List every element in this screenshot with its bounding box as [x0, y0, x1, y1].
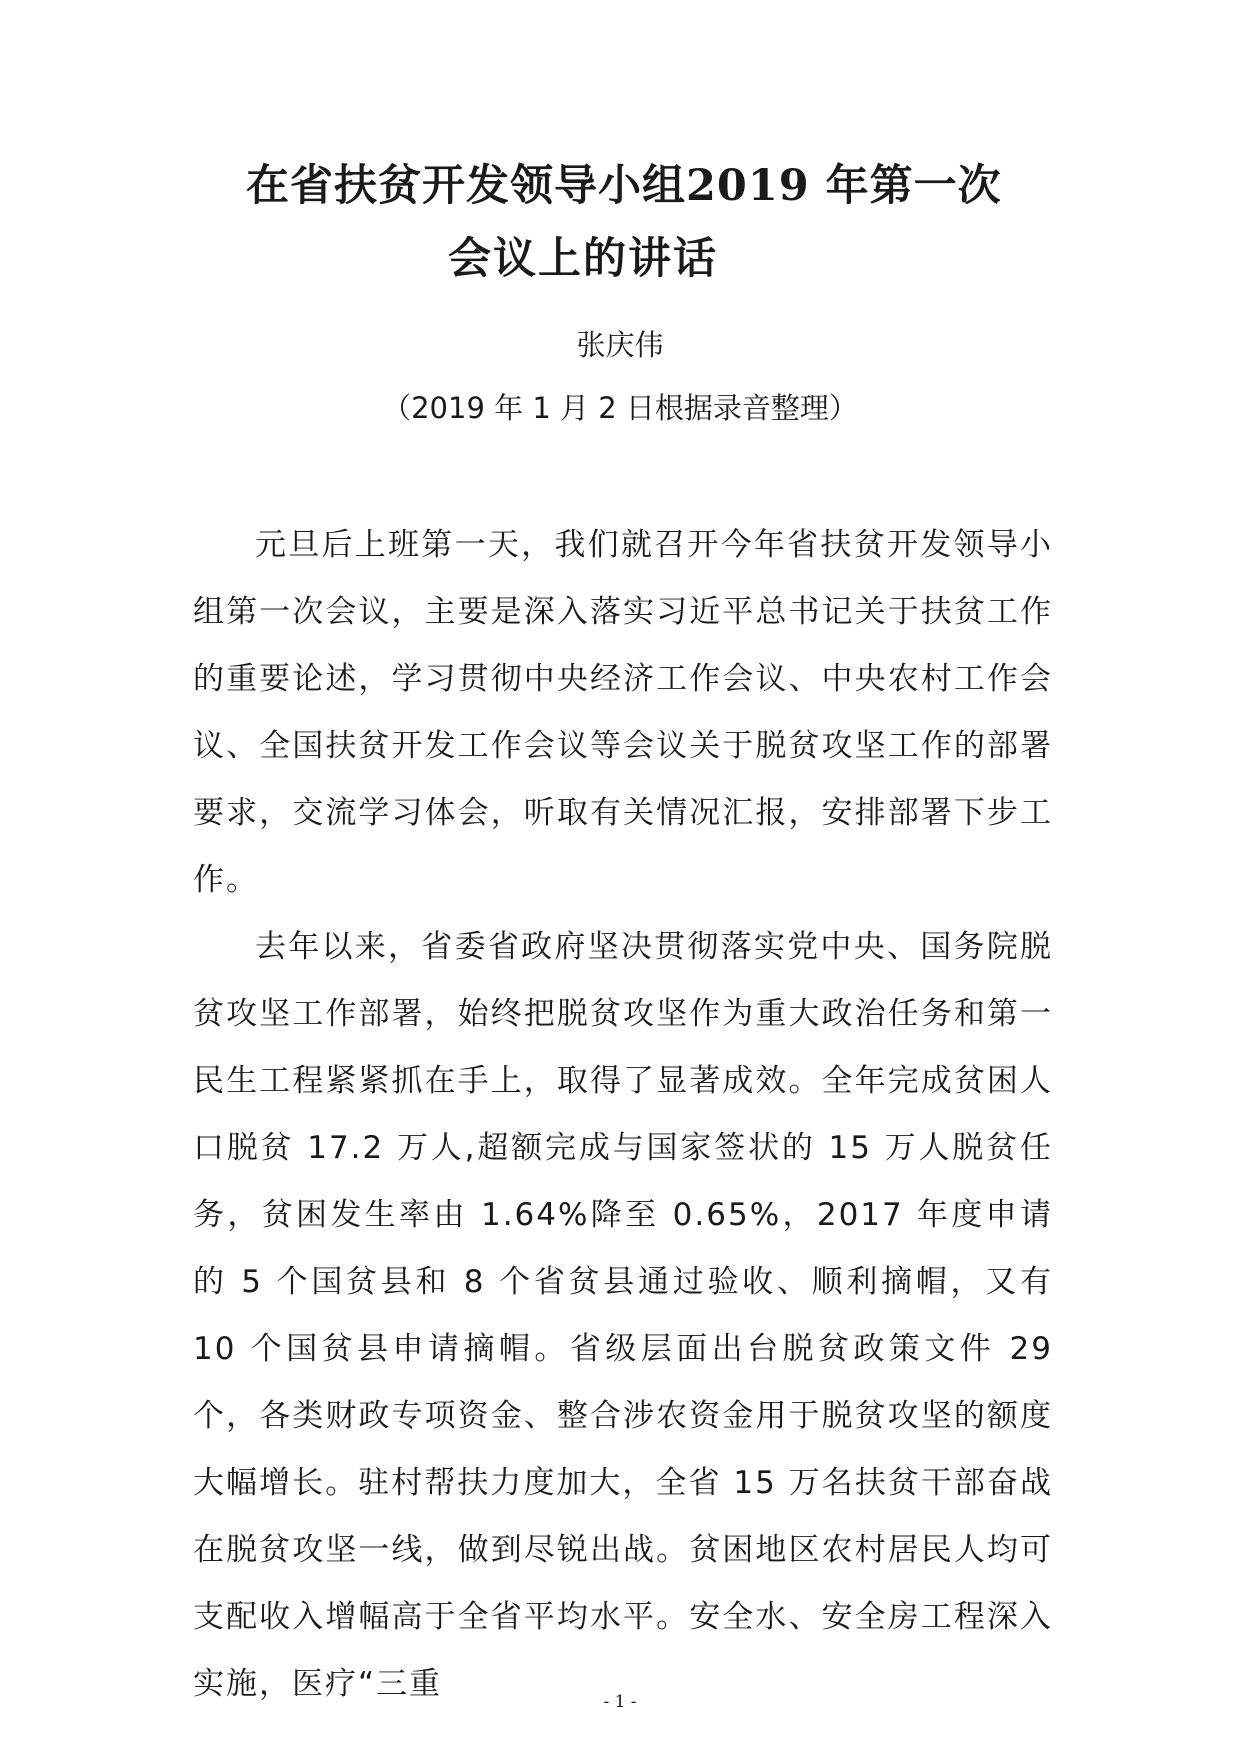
document-title: [0, 150, 1240, 296]
author-name: 张庆伟: [576, 328, 664, 362]
paragraph-2: 去年以来，省委省政府坚决贯彻落实党中央、国务院脱贫攻坚工作部署，始终把脱贫攻坚作为重大政治任务和第一民生工程紧紧抓在手上，取得了显著成效。全年完成贫困人口脱贫 17.2 万人,超额完成与国家签状的 15 万人脱贫任务，贫困发生率由 1.64%降至 0.65%，2017 年度申请的 5 个国贫县和 8 个省贫县通过验收、顺利摘帽，又有 10 个国贫县申请摘帽。省级层面出台脱贫政策文件 29 个，各类财政专项资金、整合涉农资金用于脱贫攻坚的额度大幅增长。驻村帮扶力度加大，全省 15 万名扶贫干部奋战在脱贫攻坚一线，做到尽锐出战。贫困地区农村居民人均可支配收入增幅高于全省平均水平。安全水、安全房工程深入实施，医疗“三重: [193, 929, 1053, 1702]
paragraph-1: 元旦后上班第一天，我们就召开今年省扶贫开发领导小组第一次会议，主要是深入落实习近平总书记关于扶贫工作的重要论述，学习贯彻中央经济工作会议、中央农村工作会议、全国扶贫开发工作会议等会议关于脱贫攻坚工作的部署要求，交流学习体会，听取有关情况汇报，安排部署下步工作。: [193, 527, 1053, 898]
page-number: - 1 -: [603, 1692, 637, 1712]
document-body: [193, 512, 1053, 1718]
title-line-2: 会议上的讲话: [448, 234, 718, 284]
title-line-1: 在省扶贫开发领导小组2019 年第一次: [246, 161, 1002, 211]
recording-note: （2019 年 1 月 2 日根据录音整理）: [382, 391, 858, 425]
